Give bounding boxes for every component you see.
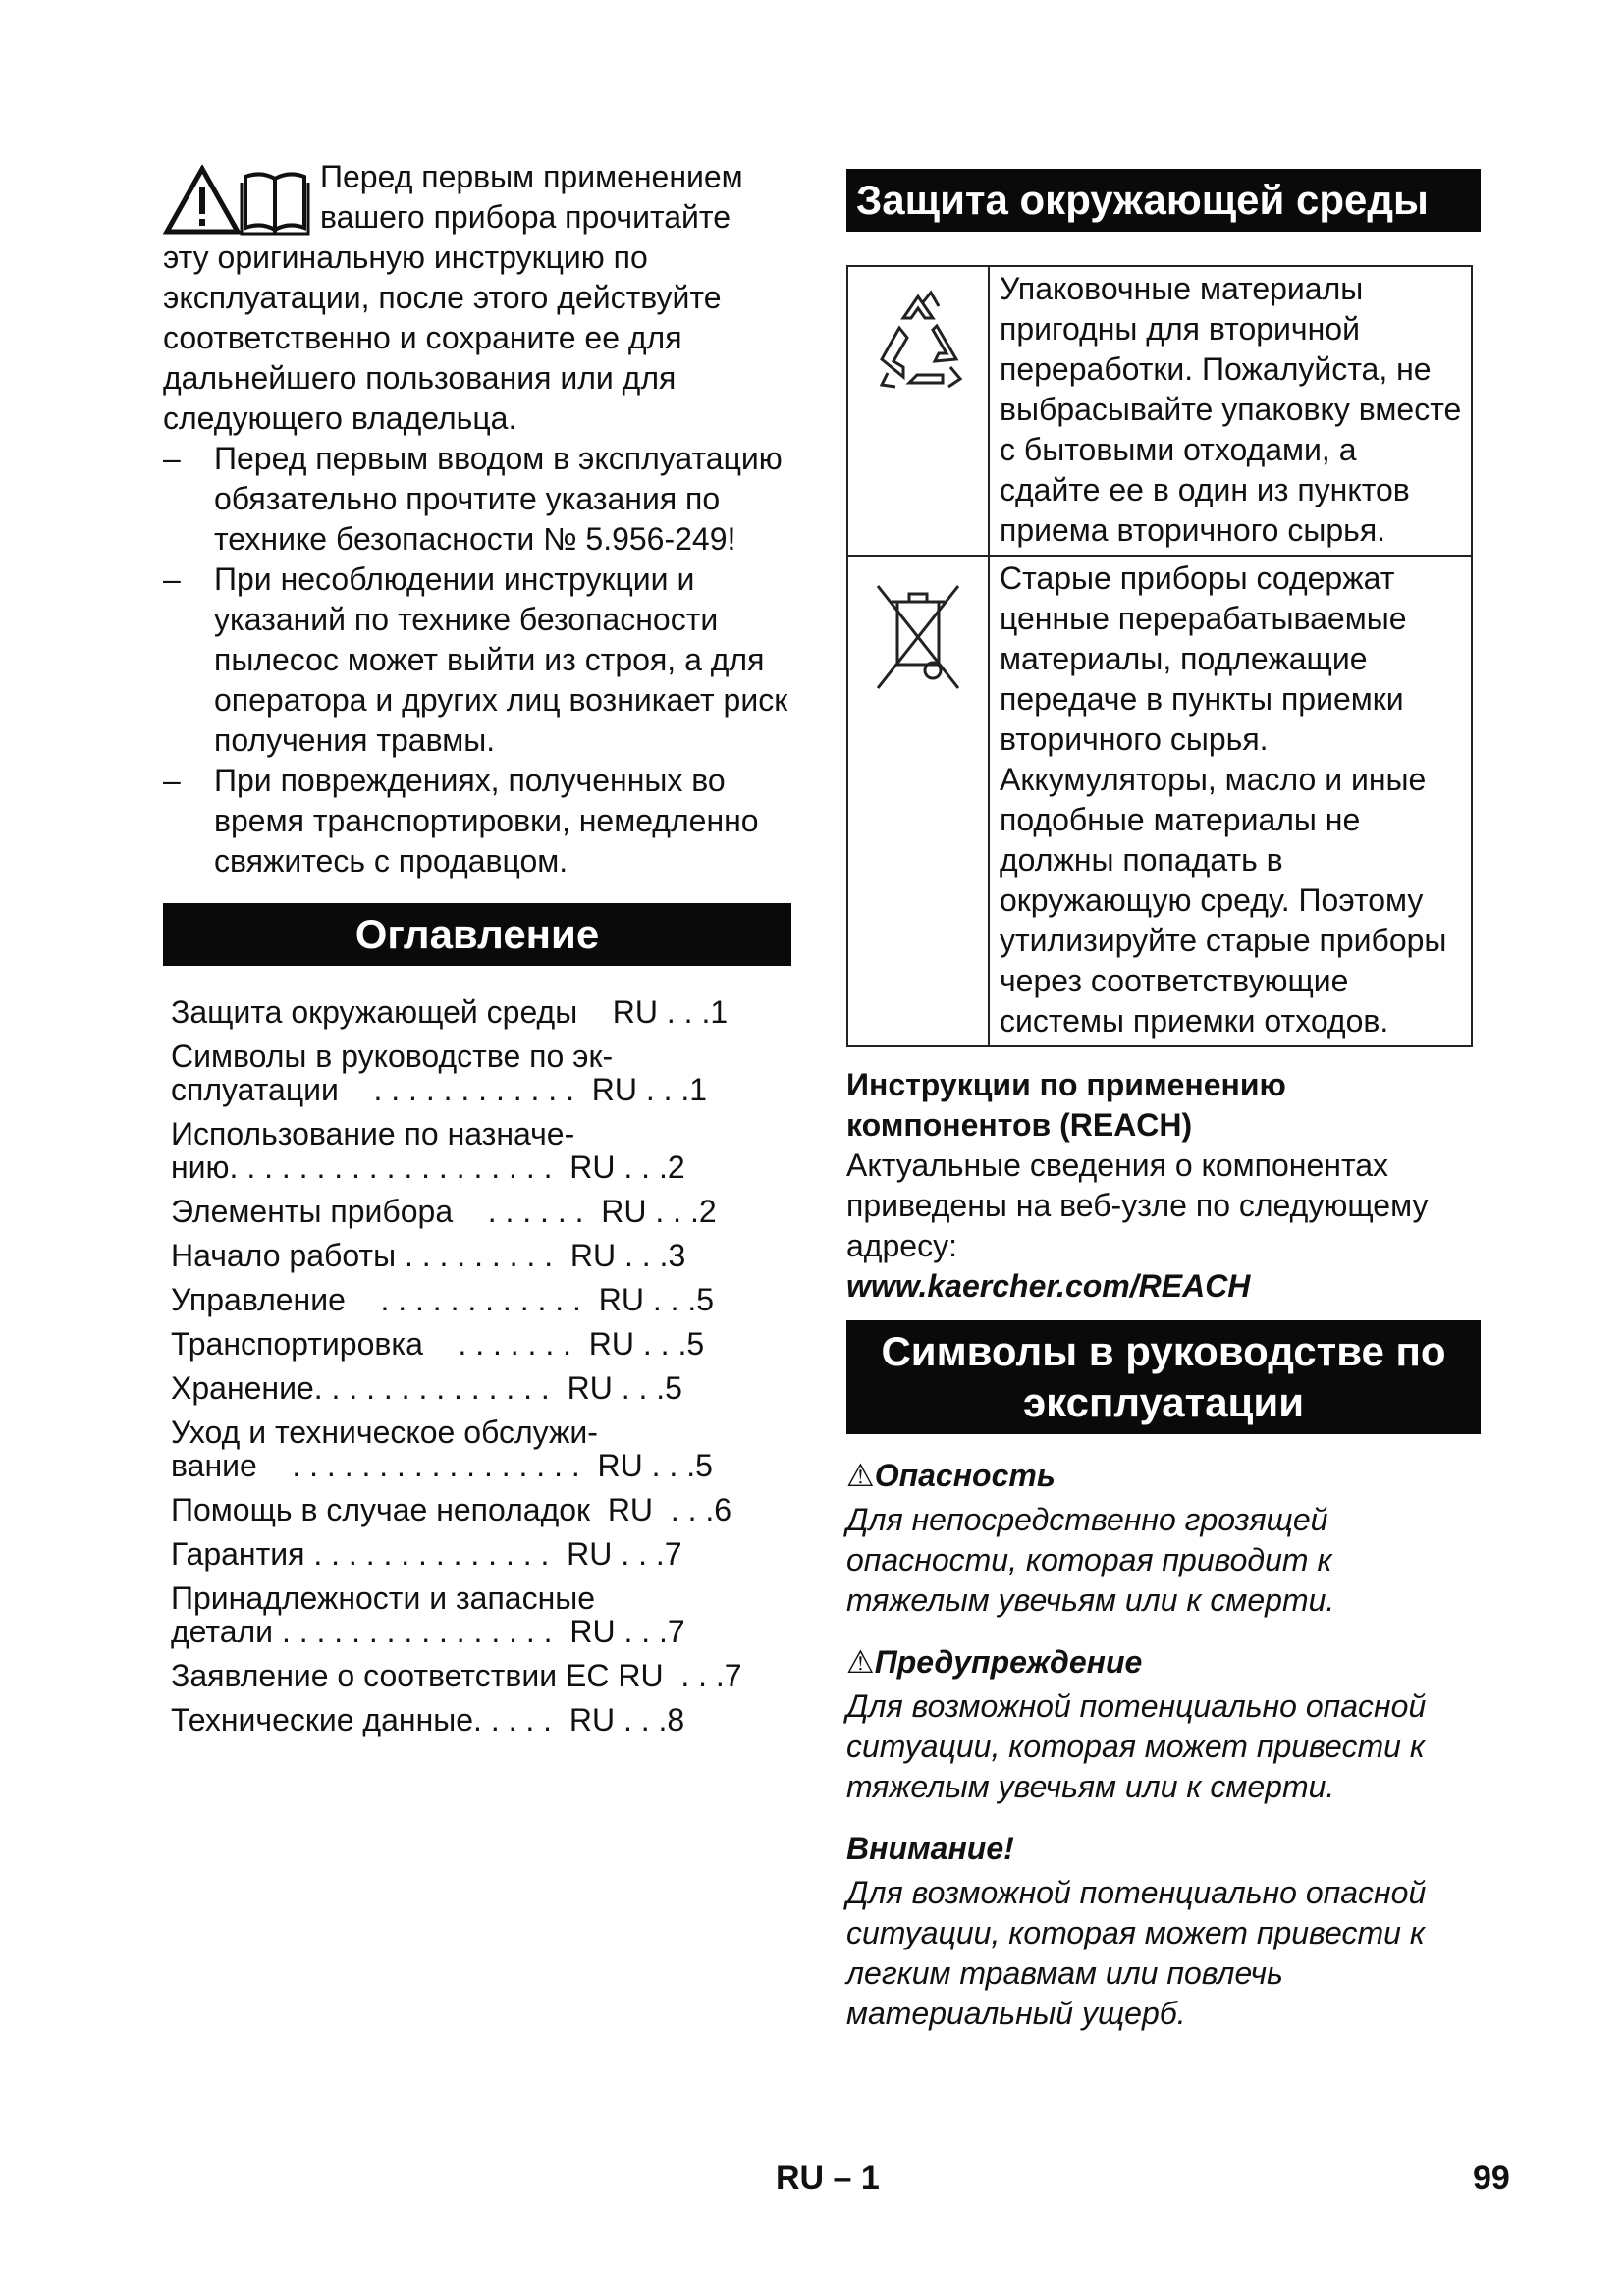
toc-entry[interactable]: Помощь в случае неполадок RU . . .6 <box>171 1492 732 1527</box>
toc-entry[interactable]: Заявление о соответствии ЕС RU . . .7 <box>171 1658 742 1693</box>
crossed-bin-icon-cell <box>847 556 989 1046</box>
warning-triangle-icon: ⚠ <box>846 1458 875 1493</box>
toc-title: Оглавление <box>163 903 791 966</box>
toc-entry[interactable]: Принадлежности и запасные детали . . . . . . . . . . . . . . . . RU . . .7 <box>171 1580 685 1649</box>
toc-entry[interactable]: Использование по назначе- нию. . . . . . . . . . . . . . . . . . . RU . . .2 <box>171 1116 685 1185</box>
page-number: 99 <box>1473 2160 1510 2197</box>
list-item: – При повреждениях, полученных во время транспортировки, немедленно свяжитесь с продавцом. <box>163 761 791 881</box>
table-row <box>847 556 1472 1046</box>
toc-entry[interactable]: Уход и техническое обслужи- вание . . . . . . . . . . . . . . . . . RU . . .5 <box>171 1415 713 1483</box>
warning-triangle-icon: ⚠ <box>846 1644 875 1680</box>
right-column <box>846 169 1481 2034</box>
symbols-list <box>846 1456 1481 2034</box>
list-item: – Перед первым вводом в эксплуатацию обязательно прочтите указания по технике безопасности № 5.956-249! <box>163 439 791 560</box>
symbols-title: Символы в руководстве по эксплуатации <box>846 1320 1481 1434</box>
list-item: – При несоблюдении инструкции и указаний по технике безопасности пылесос может выйти из строя, а для оператора и других лиц возникает риск получения травмы. <box>163 560 791 761</box>
toc-entry[interactable]: Элементы прибора . . . . . . RU . . .2 <box>171 1194 717 1229</box>
recycle-icon-cell <box>847 266 989 556</box>
warning-heading: ⚠Предупреждение <box>846 1644 1143 1680</box>
left-column <box>163 157 791 1747</box>
reach-text: Актуальные сведения о компонентах приведены на веб-узле по следующему адресу: <box>846 1148 1429 1263</box>
table-row <box>847 266 1472 556</box>
intro-block <box>163 157 791 439</box>
toc-entry[interactable]: Гарантия . . . . . . . . . . . . . . RU . . .7 <box>171 1536 682 1572</box>
page-label: RU – 1 <box>776 2160 880 2197</box>
packaging-text: Упаковочные материалы пригодны для вторичной переработки. Пожалуйста, не выбрасывайте упаковку вместе с бытовыми отходами, а сдайте ее в один из пунктов приема вторичного сырья. <box>989 266 1472 556</box>
env-title: Защита окружающей среды <box>846 169 1481 232</box>
reach-heading: Инструкции по применению компонентов (REACH) <box>846 1067 1286 1143</box>
crossed-bin-icon <box>874 578 962 696</box>
recycle-icon <box>874 289 962 406</box>
table-of-contents <box>163 995 791 1736</box>
danger-text: Для непосредственно грозящей опасности, которая приводит к тяжелым увечьям или к смерти. <box>846 1502 1335 1618</box>
old-devices-text: Старые приборы содержат ценные перерабатываемые материалы, подлежащие передаче в пункты приемки вторичного сырья. Аккумуляторы, масло и иные подобные материалы не должны попадать в окружающую среду. Поэтому утилизируйте старые приборы через соответствующие системы приемки отходов. <box>989 556 1472 1046</box>
environment-table <box>846 265 1473 1047</box>
reach-link[interactable]: www.kaercher.com/REACH <box>846 1268 1251 1304</box>
toc-entry[interactable]: Начало работы . . . . . . . . . RU . . .3 <box>171 1238 686 1273</box>
toc-entry[interactable]: Технические данные. . . . . RU . . .8 <box>171 1702 685 1737</box>
warning-text: Для возможной потенциально опасной ситуации, которая может привести к тяжелым увечьям или к смерти. <box>846 1688 1427 1804</box>
safety-list <box>163 439 791 881</box>
toc-entry[interactable]: Хранение. . . . . . . . . . . . . . RU . . .5 <box>171 1370 682 1406</box>
caution-heading: Внимание! <box>846 1831 1014 1866</box>
danger-heading: ⚠Опасность <box>846 1458 1056 1493</box>
warning-read-manual-icon <box>163 165 310 236</box>
caution-text: Для возможной потенциально опасной ситуации, которая может привести к легким травмам или повлечь материальный ущерб. <box>846 1875 1427 2031</box>
toc-entry[interactable]: Управление . . . . . . . . . . . . RU . . .5 <box>171 1282 715 1317</box>
toc-entry[interactable]: Символы в руководстве по эк- сплуатации . . . . . . . . . . . . RU . . .1 <box>171 1039 708 1107</box>
toc-entry[interactable]: Транспортировка . . . . . . . RU . . .5 <box>171 1326 705 1362</box>
intro-text: эту оригинальную инструкцию по эксплуатации, после этого действуйте соответственно и сохраните ее для дальнейшего пользования или для следующего владельца. <box>163 240 722 436</box>
toc-entry[interactable]: Защита окружающей среды RU . . .1 <box>171 994 729 1030</box>
intro-first-lines: Перед первым применением вашего прибора прочитайте <box>320 159 743 235</box>
